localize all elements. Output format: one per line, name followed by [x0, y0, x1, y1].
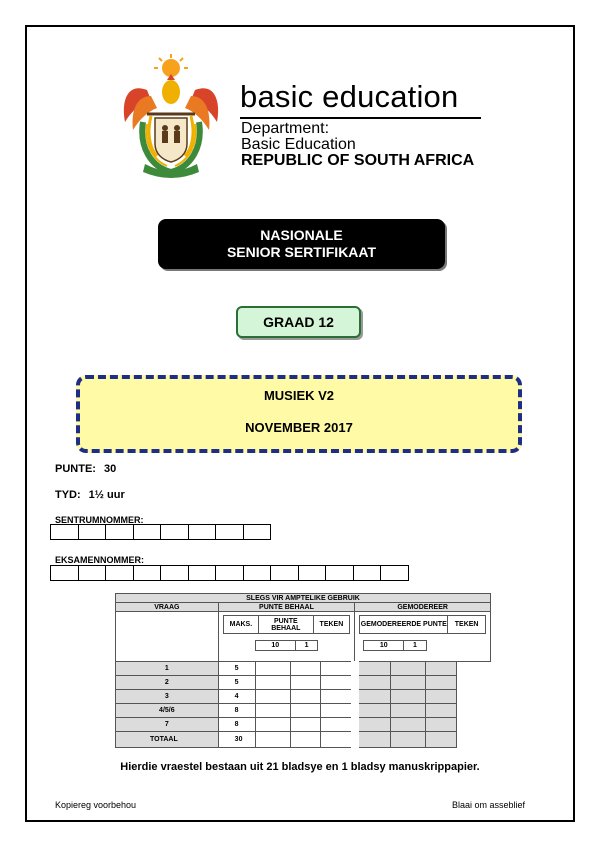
table-row — [116, 662, 491, 676]
digit-box[interactable] — [160, 565, 189, 581]
sign-cell[interactable] — [321, 690, 355, 704]
table-row — [116, 718, 491, 732]
total-max: 30 — [218, 732, 255, 748]
centre-number-boxes — [50, 524, 270, 540]
total-label: TOTAAL — [116, 732, 219, 748]
mod-tens-cell[interactable] — [355, 676, 391, 690]
mod-sign-cell[interactable] — [426, 676, 457, 690]
time-label: TYD: — [55, 489, 81, 501]
question-number: 1 — [116, 662, 219, 676]
mark-tens-cell[interactable] — [255, 690, 290, 704]
digit-box[interactable] — [188, 565, 217, 581]
mod-sign-cell[interactable] — [426, 662, 457, 676]
max-mark: 8 — [218, 704, 255, 718]
exam-number-label: EKSAMENNOMMER: — [55, 555, 144, 565]
copyright-notice: Kopiereg voorbehou — [55, 800, 137, 810]
digit-box[interactable] — [50, 524, 79, 540]
scale-tens-2: 10 — [364, 641, 404, 651]
digit-box[interactable] — [243, 524, 272, 540]
question-header-blank — [116, 612, 219, 662]
scale-units-2: 1 — [404, 641, 426, 651]
spacer — [457, 662, 491, 676]
centre-number-label: SENTRUMNOMMER: — [55, 515, 144, 525]
mod-tens-cell[interactable] — [355, 690, 391, 704]
digit-box[interactable] — [270, 565, 299, 581]
turn-over-notice: Blaai om asseblief — [452, 800, 526, 810]
mod-units-cell[interactable] — [391, 704, 426, 718]
mod-tens-cell[interactable] — [355, 662, 391, 676]
sign-cell[interactable] — [321, 704, 355, 718]
scale-units: 1 — [295, 641, 317, 651]
mod-tens-cell[interactable] — [355, 718, 391, 732]
max-mark: 5 — [218, 662, 255, 676]
mod-units-cell[interactable] — [391, 676, 426, 690]
subject-box — [76, 375, 522, 453]
sign-cell[interactable] — [321, 662, 355, 676]
certificate-line-1: NASIONALE — [260, 227, 343, 243]
scale-tens: 10 — [255, 641, 295, 651]
digit-box[interactable] — [133, 565, 162, 581]
mod-units-cell[interactable] — [391, 690, 426, 704]
mark-tens-cell[interactable] — [255, 704, 290, 718]
obtained-header: PUNTE BEHAAL — [259, 616, 313, 634]
max-header: MAKS. — [223, 616, 258, 634]
table-row — [116, 704, 491, 718]
total-mod-tens-cell[interactable] — [355, 732, 391, 748]
total-units-cell[interactable] — [290, 732, 321, 748]
digit-box[interactable] — [133, 524, 162, 540]
obtained-subheader — [218, 612, 355, 662]
certificate-line-2: SENIOR SERTIFIKAAT — [226, 244, 377, 260]
country-name: REPUBLIC OF SOUTH AFRICA — [241, 152, 475, 169]
digit-box[interactable] — [215, 565, 244, 581]
col-moderated: GEMODEREER — [355, 603, 491, 612]
mod-sign-cell[interactable] — [426, 718, 457, 732]
table-row — [116, 676, 491, 690]
subject-name: MUSIEK V2 — [263, 388, 335, 403]
question-number: 7 — [116, 718, 219, 732]
spacer — [457, 676, 491, 690]
mark-tens-cell[interactable] — [255, 662, 290, 676]
digit-box[interactable] — [105, 524, 134, 540]
max-mark: 4 — [218, 690, 255, 704]
total-sign-cell[interactable] — [321, 732, 355, 748]
digit-box[interactable] — [188, 524, 217, 540]
moderated-marks-header: GEMODEREERDE PUNTE — [360, 616, 448, 634]
digit-box[interactable] — [243, 565, 272, 581]
certificate-banner — [158, 219, 445, 269]
mark-units-cell[interactable] — [290, 662, 321, 676]
coat-of-arms-logo — [117, 52, 225, 182]
brand-name: basic education — [240, 79, 459, 114]
col-question: VRAAG — [116, 603, 219, 612]
page-count-note: Hierdie vraestel bestaan uit 21 bladsye en 1 bladsy manuskrippapier. — [120, 761, 480, 773]
spacer — [457, 732, 491, 748]
mark-tens-cell[interactable] — [255, 718, 290, 732]
sign2-header: TEKEN — [448, 616, 486, 634]
mod-tens-cell[interactable] — [355, 704, 391, 718]
question-number: 4/5/6 — [116, 704, 219, 718]
digit-box[interactable] — [353, 565, 382, 581]
spacer — [457, 704, 491, 718]
total-tens-cell[interactable] — [255, 732, 290, 748]
digit-box[interactable] — [78, 524, 107, 540]
mod-sign-cell[interactable] — [426, 704, 457, 718]
marks-line — [55, 463, 116, 475]
mark-units-cell[interactable] — [290, 718, 321, 732]
exam-date: NOVEMBER 2017 — [245, 420, 353, 435]
time-value: 1½ uur — [88, 489, 125, 501]
digit-box[interactable] — [380, 565, 409, 581]
col-marks-obtained: PUNTE BEHAAL — [218, 603, 355, 612]
spacer — [457, 690, 491, 704]
sign-header: TEKEN — [313, 616, 350, 634]
table-row — [116, 690, 491, 704]
max-mark: 8 — [218, 718, 255, 732]
brand-underline — [240, 117, 481, 119]
digit-box[interactable] — [160, 524, 189, 540]
mark-tens-cell[interactable] — [255, 676, 290, 690]
mod-units-cell[interactable] — [391, 662, 426, 676]
department-name: Basic Education — [241, 136, 356, 153]
exam-number-boxes — [50, 565, 408, 581]
marks-value: 30 — [103, 463, 117, 475]
digit-box[interactable] — [78, 565, 107, 581]
digit-box[interactable] — [325, 565, 354, 581]
sign-cell[interactable] — [321, 718, 355, 732]
total-mod-sign-cell[interactable] — [426, 732, 457, 748]
digit-box[interactable] — [215, 524, 244, 540]
official-use-table — [115, 593, 491, 748]
sign-cell[interactable] — [321, 676, 355, 690]
time-line — [55, 489, 125, 501]
grade-badge: GRAAD 12 — [236, 306, 361, 338]
question-number: 2 — [116, 676, 219, 690]
mark-units-cell[interactable] — [290, 704, 321, 718]
question-number: 3 — [116, 690, 219, 704]
marks-label: PUNTE: — [55, 463, 96, 475]
table-row-total — [116, 732, 491, 748]
spacer — [457, 718, 491, 732]
mark-units-cell[interactable] — [290, 690, 321, 704]
max-mark: 5 — [218, 676, 255, 690]
digit-box[interactable] — [50, 565, 79, 581]
sun-icon — [154, 54, 188, 77]
moderated-subheader — [355, 612, 491, 662]
digit-box[interactable] — [105, 565, 134, 581]
total-mod-units-cell[interactable] — [391, 732, 426, 748]
mod-sign-cell[interactable] — [426, 690, 457, 704]
department-label: Department: — [241, 120, 330, 137]
official-use-title: SLEGS VIR AMPTELIKE GEBRUIK — [116, 594, 491, 603]
mark-units-cell[interactable] — [290, 676, 321, 690]
mod-units-cell[interactable] — [391, 718, 426, 732]
digit-box[interactable] — [298, 565, 327, 581]
